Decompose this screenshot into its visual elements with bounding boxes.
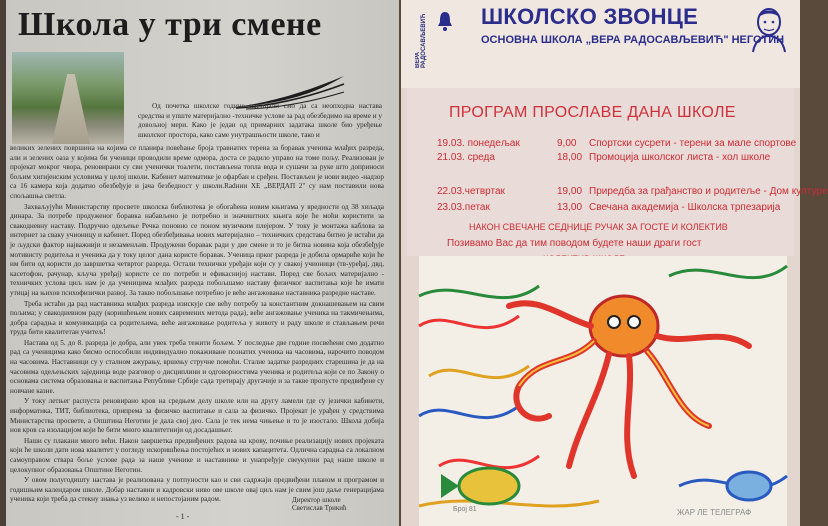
program-event: Приредба за грађанство и родитеље - Дом културе [589,186,828,197]
program-time: 19,00 [557,186,583,197]
page-number: - 1 - [176,512,190,521]
page-title: Школа у три смене [18,6,322,43]
article-body [10,144,384,514]
article-paragraph: великих зелених површина на којима се планира повећање броја травнатих терена за боравак ученика млађих разреда, али и зелених оаза у којима би ученици проводили време одмора, доста се радило управо на томе пољу. Реализован је пројекат мокрог чвора, реновирани су сви ученички тоалети, постављена топла вода и сушачи за руке што доприноси бољим хигијенским условима у целој школи. Кабинет математике је офарбан и сређен. Постављен је нови видео -надзор са 16 камера која додатно обезбеђује и јача безбедност у школи.Radнии ХЕ „ВЕРДАП 2" су нам поставили нова спољашња светла. [10,144,384,200]
newspaper-title: ШКОЛСКО ЗВОНЦЕ [481,4,699,29]
program-invitation: Позивамо Вас да тим поводом будете наши драги гост [447,238,702,249]
article-paragraph: У току летњег распуста реновирано кров на средњем делу школе или на другу ламели где су језички кабинети, информатика, ТИТ, библиотека, припрема за физичко васпитање и сала за физичко. Пројекат је урађен у средствима Министарства просвете, а Општина Неготин је дала свој део. Сала је тек нема чињење и то је изостало. Школа добија нов кров са изолацијом који ће бити много квалитетнији од досадашњег. [10,397,384,435]
program-time: 18,00 [557,152,583,163]
portrait-icon [749,4,789,54]
signature-name: Светислав Трикић [292,504,347,512]
program-page-photo [401,0,828,526]
octopus-illustration-icon [419,256,787,526]
article-paragraph: Треба истаћи да рад наставника млађих разреда изискује све већу потребу за константним докнашевањем на свим пољима; у свакодневном раду (коришћењем нових савремених метода рада), веће ангажовање ученика на такмичењима, добра сарадња и комуникација са родитељима, веће ангажовање родитеља у животу и раду школе и стављањем речи труда бити квалитетан учитељ! [10,299,384,337]
article-paragraph: Настава од 5. до 8. разреда је добра, али увек треба тежити бољем. У последње две године посвећени смо додатно рад са ученицима како бисмо оспособили индивидуално покаживане познатих ученика на часовима, нарочито поводом на часовима. Наставници су у сталном ажурању, вршењу стручне помоћи. Сталне задатке разредних старешина је да на часовима одељењских заједница воде разговор о дисциплини и одговорностима ученика и родитеља који се по Закону о основама система образовања и васпитања Републике Србије сада третирају другачије и за такве пропусте предвиђене су новчане казне. [10,338,384,395]
signature-block [292,496,347,512]
issue-number: Број 81 [453,506,477,513]
article-paragraph: У овом полугодишту настава је реализована у потпуности као и сви садржаји предвиђени планом и програмом и годишњим календаром школе. Добар наставни и кадровски ниво ове школе овај циљ нам је свим још даље генерацијама ученика који треба да стекну знања уз велико и непостојаним радом. [10,476,384,504]
program-title: ПРОГРАМ ПРОСЛАВЕ ДАНА ШКОЛЕ [449,104,736,121]
program-note: НАКОН СВЕЧАНЕ СЕДНИЦЕ РУЧАК ЗА ГОСТЕ И КОЛЕКТИВ [469,222,728,232]
program-event: Промоција школског листа - хол школе [589,152,771,163]
article-paragraph: Захваљујући Министарству просвете школска библиотека је обогаћена новим књигама у вредности од 38 хиљада динара. За потребе продуженог боравка набављено је потребно и значиштних књига које ће моћи користити за свакодневну наставу. Подручно одељење Речка поновно се поном музичким плејером. У току је монтажа каблова за интернет за сваку учионицу и кабинет. Поред обезбеђивања нових материјално – техничких средстава битно је истаћи да је људски фактор најважнији и незаменљив. Продужени боравак ради у две смене и то је битна новина која обезбеђује мотивисту родитеља и ученика да у току целог дана користе боравак. Ученица прког разреда је добила ормариће који ће им бити од користи до завршетка четвртог разреда. Остали технички уређаји који су у свакој учионици (тв-уређај, двд, касетофон, рачунар, кључа уређај) користе се по потреби и ефикаснијој настави. Поред све бољих материјално - техничких услова циљ нам је да ученицима млађих разреда побољшамо наставу физичког васпитања које ће имати утицај на њихов психофизички развој. За такво побољшање потребно је веће ангажовање наставника разредне наставе. [10,202,384,297]
program-date: 22.03.четвртак [437,186,505,197]
program-event: Спортски сусрети - терени за мале спортове [589,138,797,149]
article-intro: Од почетка школске године настојали смо да са неопходна настава средства и упште материјално -техничке услове за рад обезбедимо на време и у довољној мери. Како је један од примарних задатака школе био уређење школског простора, како саме унутрашњости школе, тако и [138,102,382,139]
program-time: 9,00 [557,138,577,149]
watermark: ЖАР ЛЕ ТЕЛЕГРАФ [677,508,752,517]
bell-icon [437,10,453,32]
newspaper-page-photo [0,0,399,526]
octopus-drawing [419,256,787,526]
program-event: Свечана академија - Школска трпезарија [589,202,781,213]
program-date: 23.03.петак [437,202,490,213]
school-courtyard-photo [12,52,124,144]
program-date: 19.03. понедељак [437,138,520,149]
article-paragraph: Наши су плакани много већи. Након завршетка предвиђених радова на крову, почиње реализацију нових пројеката који ће школи дати нова квалитет у погледу искоришћења постојећих и нових капацитета. Одлична сарадња са локалном самоуправом ствара боље услове рада за наше ученике и наставнике и унапређује свеукупни рад наше школе и целокупног образовања Општине Неготин. [10,436,384,474]
newspaper-header [401,0,800,88]
signature-role: Директор школе [292,496,341,504]
program-date: 21.03. среда [437,152,495,163]
newspaper-subtitle: ОСНОВНА ШКОЛА „ВЕРА РАДОСАВЉЕВИЋ" НЕГОТИН [481,34,785,46]
program-time: 13,00 [557,202,583,213]
vertical-school-label: ВЕРА РАДОСАВЉЕВИЋ [415,13,427,68]
